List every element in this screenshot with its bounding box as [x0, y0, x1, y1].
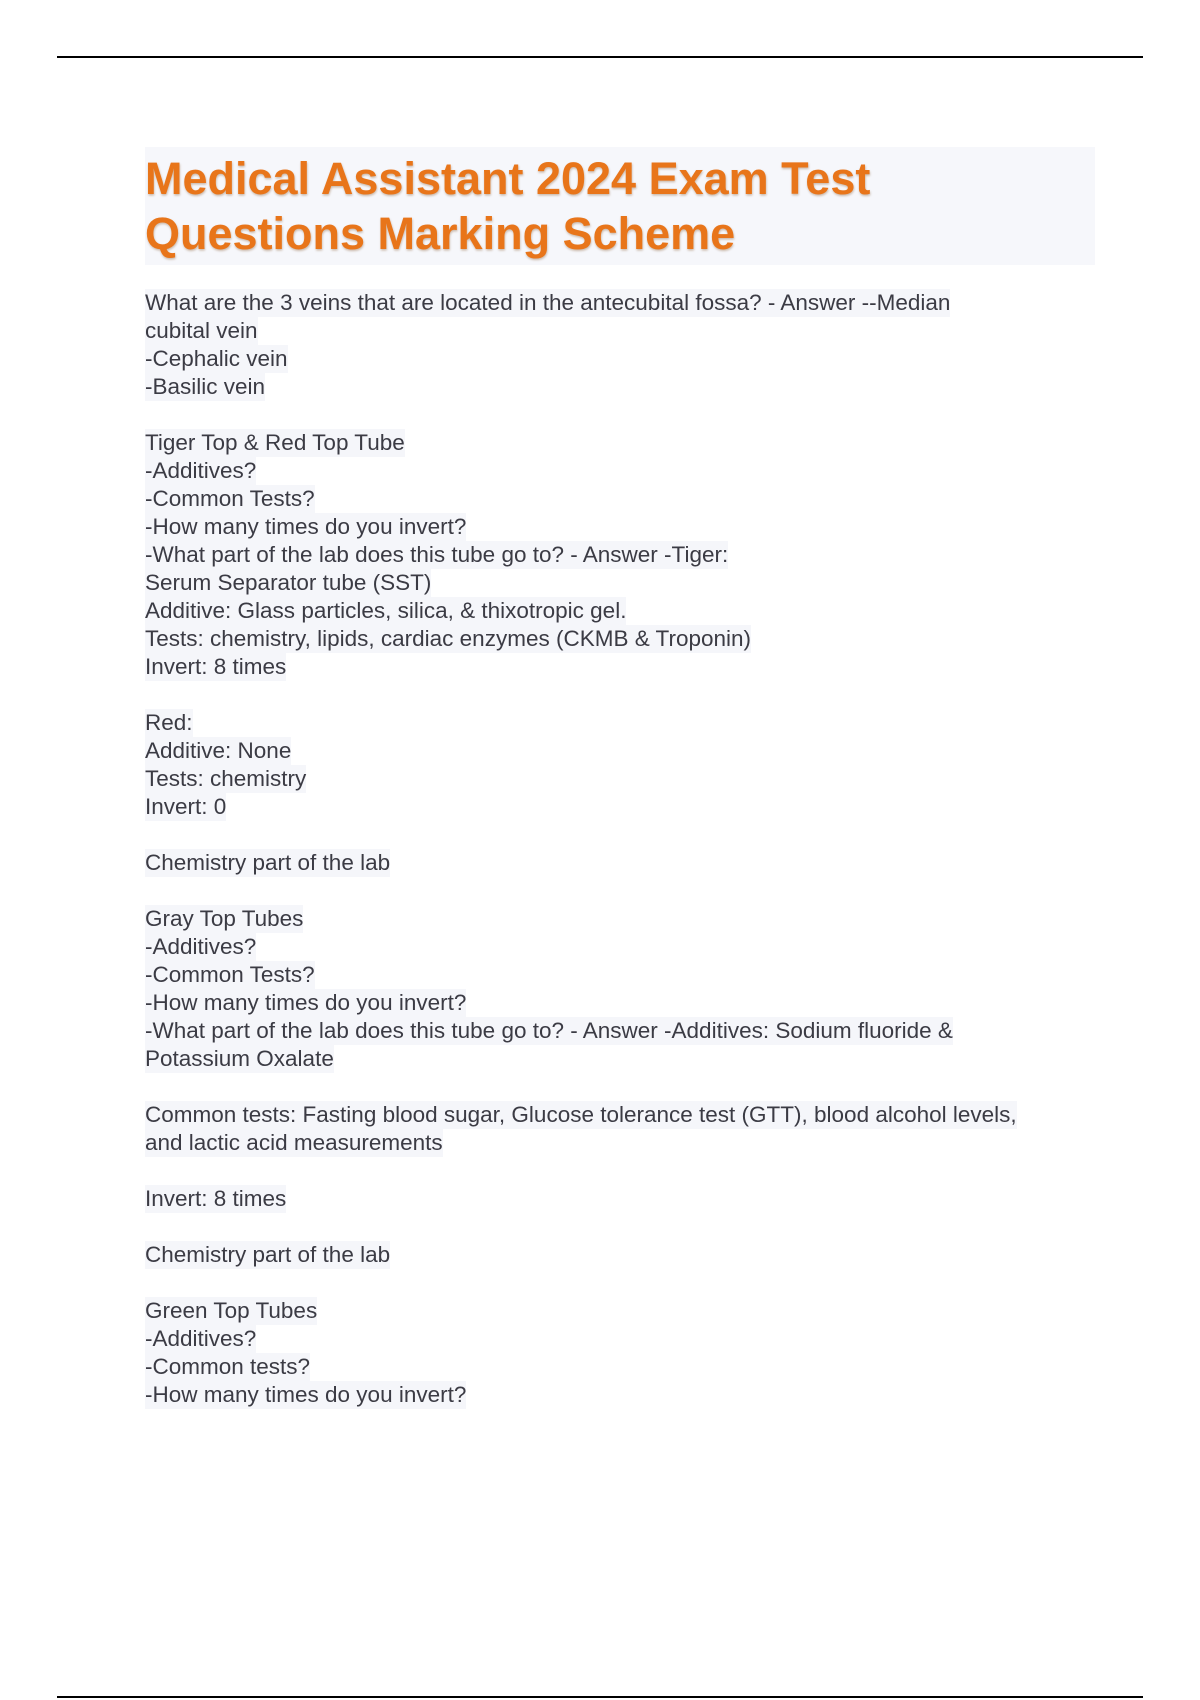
qa-block: [145, 289, 1095, 401]
text-line: Common tests: Fasting blood sugar, Glucose tolerance test (GTT), blood alcohol levels,: [145, 1102, 1017, 1127]
text-line: Tiger Top & Red Top Tube: [145, 430, 405, 455]
text-line: Invert: 8 times: [145, 654, 287, 679]
qa-block: [145, 1185, 1095, 1213]
text-line: -Additives?: [145, 1326, 257, 1351]
qa-content: [145, 289, 1095, 1409]
qa-block: [145, 1297, 1095, 1409]
text-line: -How many times do you invert?: [145, 1382, 467, 1407]
text-line: cubital vein: [145, 318, 258, 343]
text-line: Chemistry part of the lab: [145, 1242, 391, 1267]
text-line: Serum Separator tube (SST): [145, 570, 432, 595]
text-line: -What part of the lab does this tube go to? - Answer -Tiger:: [145, 542, 729, 567]
text-line: and lactic acid measurements: [145, 1130, 443, 1155]
text-line: Additive: None: [145, 738, 292, 763]
text-line: -Additives?: [145, 934, 257, 959]
text-line: Chemistry part of the lab: [145, 850, 391, 875]
text-line: -Additives?: [145, 458, 257, 483]
text-line: -How many times do you invert?: [145, 990, 467, 1015]
text-line: -Common Tests?: [145, 486, 315, 511]
text-line: -Common Tests?: [145, 962, 315, 987]
title-line-1: Medical Assistant 2024 Exam Test: [145, 153, 871, 204]
text-line: Red:: [145, 710, 193, 735]
text-line: -How many times do you invert?: [145, 514, 467, 539]
bottom-rule: [57, 1696, 1143, 1698]
top-rule: [57, 56, 1143, 58]
qa-block: [145, 1101, 1095, 1157]
text-line: Tests: chemistry: [145, 766, 307, 791]
text-line: -Cephalic vein: [145, 346, 288, 371]
qa-block: [145, 429, 1095, 681]
text-line: What are the 3 veins that are located in the antecubital fossa? - Answer --Median: [145, 290, 951, 315]
text-line: Invert: 8 times: [145, 1186, 287, 1211]
qa-block: [145, 905, 1095, 1073]
qa-block: [145, 849, 1095, 877]
qa-block: [145, 1241, 1095, 1269]
qa-block: [145, 709, 1095, 821]
text-line: -Common tests?: [145, 1354, 311, 1379]
text-line: -Basilic vein: [145, 374, 266, 399]
text-line: Potassium Oxalate: [145, 1046, 334, 1071]
text-line: Invert: 0: [145, 794, 227, 819]
title-line-2: Questions Marking Scheme: [145, 208, 736, 259]
title-box: [145, 147, 1095, 265]
text-line: Tests: chemistry, lipids, cardiac enzymes (CKMB & Troponin): [145, 626, 752, 651]
text-line: Green Top Tubes: [145, 1298, 318, 1323]
document-page: [145, 147, 1095, 1437]
text-line: -What part of the lab does this tube go to? - Answer -Additives: Sodium fluoride &: [145, 1018, 953, 1043]
text-line: Gray Top Tubes: [145, 906, 304, 931]
text-line: Additive: Glass particles, silica, & thixotropic gel.: [145, 598, 627, 623]
document-title: [145, 151, 1095, 261]
